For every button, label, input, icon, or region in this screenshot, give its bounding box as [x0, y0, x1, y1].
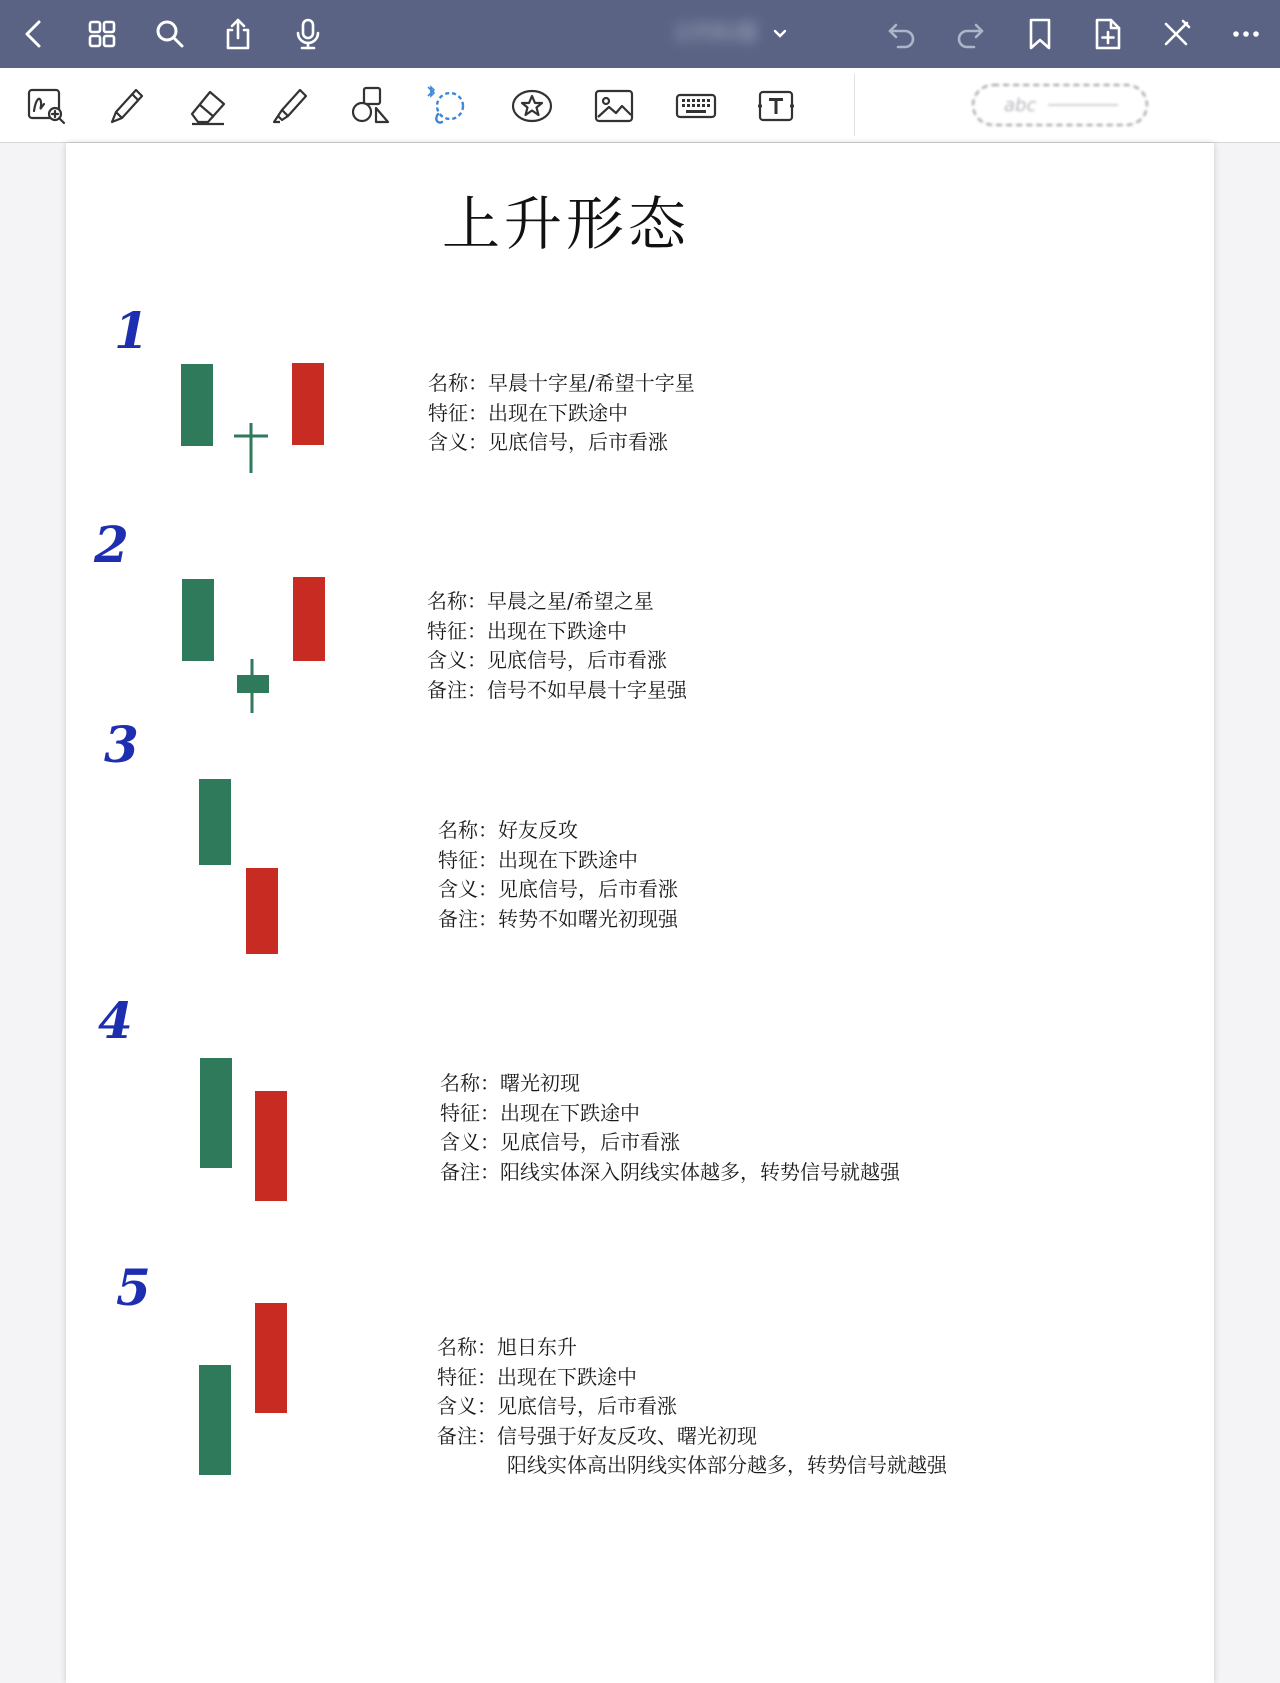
- pen-tool[interactable]: [100, 80, 152, 132]
- pattern-3-number: 3: [104, 715, 139, 774]
- lasso-tool[interactable]: [420, 80, 472, 132]
- pattern-3-bearish-candle: [199, 779, 231, 865]
- pattern-2-bearish-candle: [182, 579, 214, 661]
- handwriting-zoom-icon: [24, 84, 68, 128]
- pattern-3-bullish-candle: [246, 868, 278, 954]
- keyboard-icon: [674, 84, 718, 128]
- sticker-tool[interactable]: [506, 80, 558, 132]
- pattern-4-note: 备注：阳线实体深入阴线实体越多，转势信号就越强: [440, 1159, 900, 1184]
- share-icon: [221, 17, 255, 51]
- pattern-4-bullish-candle: [255, 1091, 287, 1201]
- microphone-icon: [291, 17, 325, 51]
- pattern-2-star-candle: [237, 675, 269, 693]
- pattern-2-description: [427, 587, 687, 705]
- pattern-5-note: 备注：信号强于好友反攻、曙光初现: [437, 1423, 757, 1448]
- image-icon: [592, 84, 636, 128]
- pattern-2-note: 备注：信号不如早晨十字星强: [427, 677, 687, 702]
- pattern-5-feature: 特征：出现在下跌途中: [437, 1364, 637, 1389]
- pen-off-button[interactable]: [1152, 10, 1200, 58]
- pattern-1-feature: 特征：出现在下跌途中: [428, 400, 628, 425]
- pattern-1-description: [428, 369, 695, 458]
- back-button[interactable]: [10, 10, 58, 58]
- shapes-tool[interactable]: [344, 80, 396, 132]
- undo-button[interactable]: [878, 10, 926, 58]
- more-button[interactable]: [1222, 10, 1270, 58]
- back-icon: [17, 17, 51, 51]
- pattern-3-note: 备注：转势不如曙光初现强: [438, 906, 678, 931]
- bookmark-icon: [1023, 17, 1057, 51]
- pen-icon: [104, 84, 148, 128]
- pattern-4-description: [440, 1069, 900, 1187]
- pattern-2-meaning: 含义：见底信号，后市看涨: [427, 648, 667, 672]
- pattern-3-name: 名称：好友反攻: [438, 818, 578, 842]
- pattern-3-description: [438, 816, 678, 934]
- page-title: 上升形态: [441, 190, 690, 258]
- pattern-5-meaning: 含义：见底信号，后市看涨: [437, 1394, 677, 1418]
- pattern-4-number: 4: [98, 991, 133, 1050]
- handwriting-baseline: [1048, 104, 1118, 106]
- search-icon: [153, 17, 187, 51]
- pen-off-icon: [1159, 17, 1193, 51]
- eraser-tool[interactable]: [182, 80, 234, 132]
- pattern-1-number: 1: [114, 301, 149, 360]
- keyboard-tool[interactable]: [670, 80, 722, 132]
- highlighter-tool[interactable]: [264, 80, 316, 132]
- pattern-5-note-continued: 阳线实体高出阴线实体部分越多，转势信号就越强: [507, 1453, 947, 1477]
- document-title[interactable]: 文档标题: [669, 21, 758, 46]
- handwriting-zoom-tool[interactable]: [20, 80, 72, 132]
- pattern-5-bearish-candle: [199, 1365, 231, 1475]
- pattern-1-meaning: 含义：见底信号，后市看涨: [428, 430, 668, 454]
- bookmark-button[interactable]: [1016, 10, 1064, 58]
- thumbnails-button[interactable]: [78, 10, 126, 58]
- handwriting-placeholder: abc: [1004, 94, 1037, 116]
- pattern-5-number: 5: [116, 1258, 151, 1317]
- pattern-4-meaning: 含义：见底信号，后市看涨: [440, 1130, 680, 1154]
- pattern-3-feature: 特征：出现在下跌途中: [438, 847, 638, 872]
- eraser-icon: [186, 84, 230, 128]
- highlighter-icon: [268, 84, 312, 128]
- pattern-4-feature: 特征：出现在下跌途中: [440, 1100, 640, 1125]
- redo-icon: [953, 17, 987, 51]
- shapes-icon: [348, 84, 392, 128]
- pattern-1-bullish-candle: [292, 363, 324, 445]
- handwriting-input[interactable]: [972, 84, 1148, 126]
- pattern-4-bearish-candle: [200, 1058, 232, 1168]
- add-page-button[interactable]: [1084, 10, 1132, 58]
- pattern-2-bullish-candle: [293, 577, 325, 661]
- pattern-3-meaning: 含义：见底信号，后市看涨: [438, 877, 678, 901]
- toolbar-divider: [854, 74, 855, 136]
- pattern-2-feature: 特征：出现在下跌途中: [427, 618, 627, 643]
- microphone-button[interactable]: [284, 10, 332, 58]
- text-box-tool[interactable]: [750, 80, 802, 132]
- chevron-down-icon: [772, 28, 788, 40]
- pattern-4-name: 名称：曙光初现: [440, 1071, 580, 1095]
- lasso-icon: [424, 84, 468, 128]
- more-icon: [1229, 17, 1263, 51]
- undo-icon: [885, 17, 919, 51]
- pattern-1-name: 名称：早晨十字星/希望十字星: [428, 371, 695, 395]
- grid-icon: [85, 17, 119, 51]
- text-box-icon: [754, 84, 798, 128]
- title-menu-button[interactable]: [768, 20, 792, 48]
- drawing-toolbar: [0, 68, 1280, 143]
- pattern-5-name: 名称：旭日东升: [437, 1335, 577, 1359]
- search-button[interactable]: [146, 10, 194, 58]
- pattern-5-description: [437, 1333, 947, 1481]
- pattern-1-bearish-candle: [181, 364, 213, 446]
- share-button[interactable]: [214, 10, 262, 58]
- pattern-2-name: 名称：早晨之星/希望之星: [427, 589, 654, 613]
- pattern-2-number: 2: [94, 515, 129, 574]
- image-tool[interactable]: [588, 80, 640, 132]
- pattern-5-bullish-candle: [255, 1303, 287, 1413]
- top-navigation-bar: [0, 0, 1280, 68]
- note-page[interactable]: [66, 143, 1214, 1683]
- sticker-icon: [510, 84, 554, 128]
- add-page-icon: [1091, 17, 1125, 51]
- redo-button[interactable]: [946, 10, 994, 58]
